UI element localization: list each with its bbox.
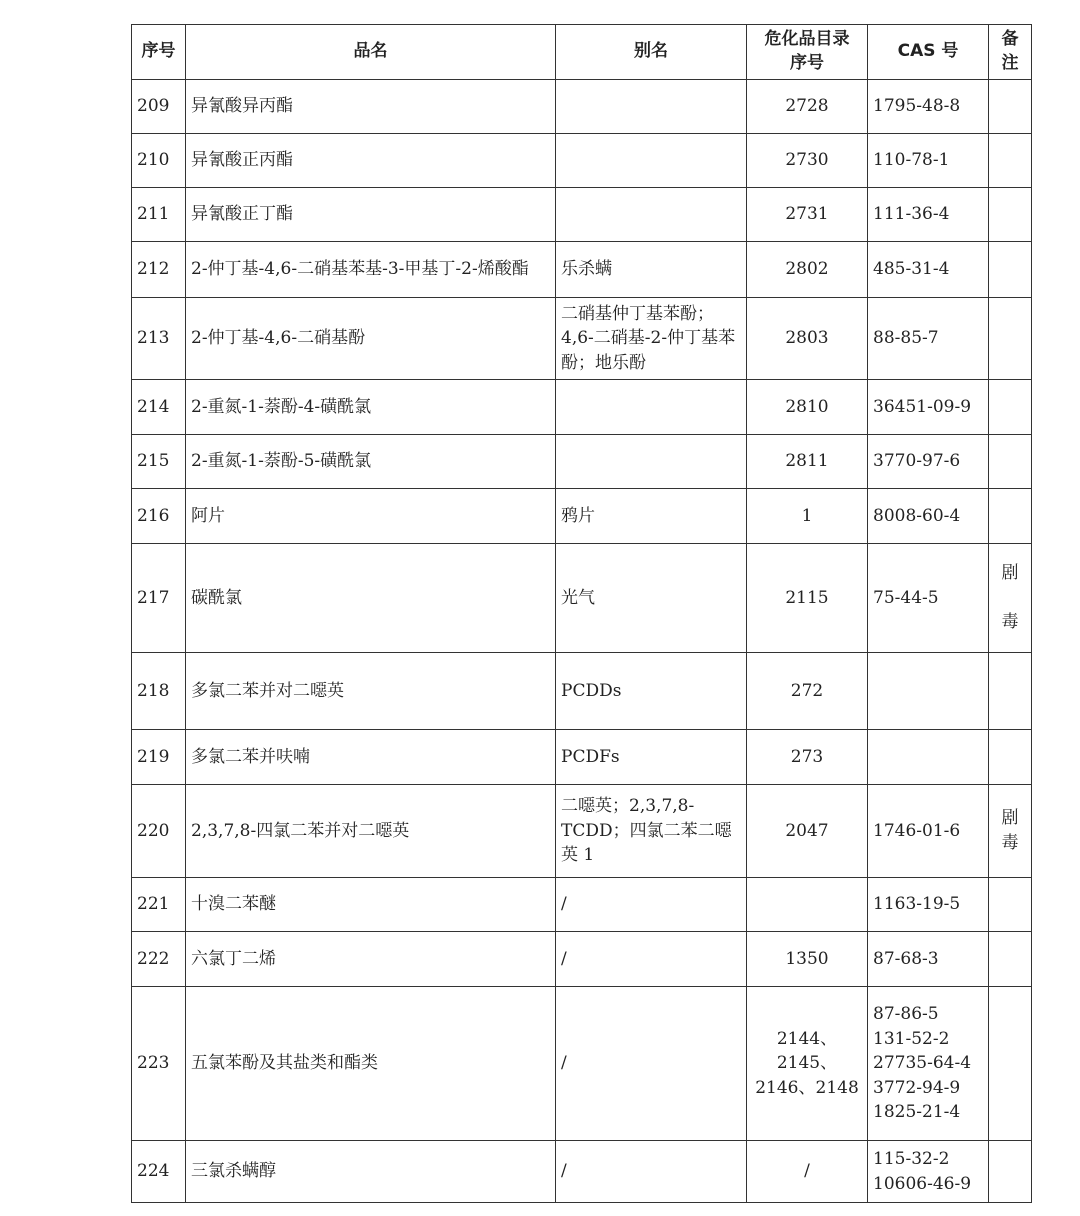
cell-seq: 222 bbox=[132, 932, 186, 987]
cell-seq: 212 bbox=[132, 242, 186, 298]
cell-note bbox=[989, 489, 1032, 544]
table-row bbox=[132, 435, 1032, 489]
cell-catalog: 2728 bbox=[747, 80, 868, 134]
cell-name: 阿片 bbox=[186, 489, 556, 544]
cell-cas bbox=[868, 878, 989, 932]
cell-note bbox=[989, 987, 1032, 1141]
cell-catalog: 2803 bbox=[747, 298, 868, 380]
table-row bbox=[132, 785, 1032, 878]
cell-note bbox=[989, 80, 1032, 134]
cell-alias: / bbox=[556, 1141, 747, 1203]
table-row bbox=[132, 878, 1032, 932]
cas-number: 10606-46-9 bbox=[873, 1173, 972, 1194]
cas-number: 36451-09-9 bbox=[873, 396, 972, 417]
cell-seq: 224 bbox=[132, 1141, 186, 1203]
cas-number: 87-86-5 bbox=[873, 1003, 939, 1024]
cell-note bbox=[989, 380, 1032, 435]
table-body bbox=[132, 80, 1032, 1203]
cas-number: 111-36-4 bbox=[873, 204, 950, 225]
cas-number: 1163-19-5 bbox=[873, 894, 961, 915]
cell-name: 十溴二苯醚 bbox=[186, 878, 556, 932]
header-note-line-2: 注 bbox=[1001, 53, 1019, 73]
table-row bbox=[132, 242, 1032, 298]
cell-note bbox=[989, 188, 1032, 242]
cas-number: 110-78-1 bbox=[873, 150, 950, 171]
cas-number: 87-68-3 bbox=[873, 948, 939, 969]
cell-catalog: 2144、2145、2146、2148 bbox=[747, 987, 868, 1141]
cell-seq: 216 bbox=[132, 489, 186, 544]
cell-name: 多氯二苯并呋喃 bbox=[186, 730, 556, 785]
cell-note bbox=[989, 134, 1032, 188]
cell-alias: PCDFs bbox=[556, 730, 747, 785]
cell-alias: 光气 bbox=[556, 544, 747, 653]
cell-seq: 211 bbox=[132, 188, 186, 242]
cell-catalog: 2730 bbox=[747, 134, 868, 188]
table-row bbox=[132, 80, 1032, 134]
table-row bbox=[132, 653, 1032, 730]
header-seq: 序号 bbox=[132, 25, 186, 80]
cas-number: 3770-97-6 bbox=[873, 451, 961, 472]
cell-seq: 219 bbox=[132, 730, 186, 785]
cell-alias: / bbox=[556, 932, 747, 987]
cell-cas bbox=[868, 932, 989, 987]
cell-catalog: 2802 bbox=[747, 242, 868, 298]
cell-alias: 鸦片 bbox=[556, 489, 747, 544]
cell-catalog: 2047 bbox=[747, 785, 868, 878]
cell-alias bbox=[556, 435, 747, 489]
cell-catalog: 2811 bbox=[747, 435, 868, 489]
cell-cas bbox=[868, 435, 989, 489]
cell-catalog: 1350 bbox=[747, 932, 868, 987]
table-row bbox=[132, 730, 1032, 785]
cell-alias: 乐杀螨 bbox=[556, 242, 747, 298]
header-catalog bbox=[747, 25, 868, 80]
table-row bbox=[132, 1141, 1032, 1203]
chemical-list-table bbox=[131, 24, 1032, 1203]
cell-alias bbox=[556, 188, 747, 242]
cell-name: 2-重氮-1-萘酚-4-磺酰氯 bbox=[186, 380, 556, 435]
cell-note: 剧毒 bbox=[989, 544, 1032, 653]
cell-note bbox=[989, 435, 1032, 489]
header-note bbox=[989, 25, 1032, 80]
cell-cas bbox=[868, 298, 989, 380]
cell-name: 2-仲丁基-4,6-二硝基酚 bbox=[186, 298, 556, 380]
cell-seq: 221 bbox=[132, 878, 186, 932]
cas-number: 75-44-5 bbox=[873, 587, 939, 608]
header-name: 品名 bbox=[186, 25, 556, 80]
cell-alias: PCDDs bbox=[556, 653, 747, 730]
cell-note bbox=[989, 932, 1032, 987]
cell-cas bbox=[868, 80, 989, 134]
cell-seq: 209 bbox=[132, 80, 186, 134]
cell-name: 异氰酸正丁酯 bbox=[186, 188, 556, 242]
cell-catalog: 273 bbox=[747, 730, 868, 785]
cell-note bbox=[989, 878, 1032, 932]
table-row bbox=[132, 544, 1032, 653]
cell-cas bbox=[868, 134, 989, 188]
header-catalog-line-1: 危化品目录 bbox=[764, 29, 850, 50]
cas-number: 3772-94-9 bbox=[873, 1077, 961, 1098]
cell-cas bbox=[868, 544, 989, 653]
cell-catalog: / bbox=[747, 1141, 868, 1203]
cas-number: 485-31-4 bbox=[873, 259, 950, 280]
cell-catalog bbox=[747, 878, 868, 932]
cell-note bbox=[989, 1141, 1032, 1203]
cell-seq: 217 bbox=[132, 544, 186, 653]
table-row bbox=[132, 188, 1032, 242]
header-cas: CAS 号 bbox=[868, 25, 989, 80]
cell-cas bbox=[868, 785, 989, 878]
table-header-row bbox=[132, 25, 1032, 80]
cell-note: 剧毒 bbox=[989, 785, 1032, 878]
cell-catalog: 2731 bbox=[747, 188, 868, 242]
header-note-line-1: 备 bbox=[1001, 29, 1019, 50]
cell-cas bbox=[868, 242, 989, 298]
cell-note bbox=[989, 653, 1032, 730]
cell-seq: 223 bbox=[132, 987, 186, 1141]
cell-cas bbox=[868, 489, 989, 544]
cas-number: 1825-21-4 bbox=[873, 1102, 961, 1123]
cell-name: 碳酰氯 bbox=[186, 544, 556, 653]
cas-number: 115-32-2 bbox=[873, 1148, 950, 1169]
cas-number: 1746-01-6 bbox=[873, 820, 961, 841]
cell-seq: 218 bbox=[132, 653, 186, 730]
cell-name: 多氯二苯并对二噁英 bbox=[186, 653, 556, 730]
cell-name: 异氰酸正丙酯 bbox=[186, 134, 556, 188]
cell-name: 六氯丁二烯 bbox=[186, 932, 556, 987]
cell-cas bbox=[868, 987, 989, 1141]
cell-alias: 二噁英；2,3,7,8-TCDD；四氯二苯二噁英 1 bbox=[556, 785, 747, 878]
cell-seq: 215 bbox=[132, 435, 186, 489]
cell-name: 2,3,7,8-四氯二苯并对二噁英 bbox=[186, 785, 556, 878]
table-row bbox=[132, 298, 1032, 380]
table-row bbox=[132, 380, 1032, 435]
cas-number: 27735-64-4 bbox=[873, 1053, 972, 1074]
cell-alias: / bbox=[556, 878, 747, 932]
cell-catalog: 2810 bbox=[747, 380, 868, 435]
cas-number: 88-85-7 bbox=[873, 328, 939, 349]
cell-alias bbox=[556, 380, 747, 435]
cell-note bbox=[989, 730, 1032, 785]
cell-catalog: 1 bbox=[747, 489, 868, 544]
cell-alias: 二硝基仲丁基苯酚；4,6-二硝基-2-仲丁基苯酚；地乐酚 bbox=[556, 298, 747, 380]
cell-cas bbox=[868, 188, 989, 242]
cell-name: 2-重氮-1-萘酚-5-磺酰氯 bbox=[186, 435, 556, 489]
header-catalog-line-2: 序号 bbox=[790, 53, 824, 73]
cell-note bbox=[989, 298, 1032, 380]
cell-note bbox=[989, 242, 1032, 298]
table-row bbox=[132, 134, 1032, 188]
cell-seq: 214 bbox=[132, 380, 186, 435]
cell-name: 2-仲丁基-4,6-二硝基苯基-3-甲基丁-2-烯酸酯 bbox=[186, 242, 556, 298]
table-row bbox=[132, 987, 1032, 1141]
cell-name: 异氰酸异丙酯 bbox=[186, 80, 556, 134]
table-row bbox=[132, 932, 1032, 987]
cell-catalog: 272 bbox=[747, 653, 868, 730]
cell-seq: 220 bbox=[132, 785, 186, 878]
cell-seq: 213 bbox=[132, 298, 186, 380]
cell-name: 五氯苯酚及其盐类和酯类 bbox=[186, 987, 556, 1141]
cell-catalog: 2115 bbox=[747, 544, 868, 653]
cas-number: 131-52-2 bbox=[873, 1028, 950, 1049]
cell-cas bbox=[868, 1141, 989, 1203]
cell-name: 三氯杀螨醇 bbox=[186, 1141, 556, 1203]
cell-seq: 210 bbox=[132, 134, 186, 188]
cell-alias bbox=[556, 134, 747, 188]
cell-cas bbox=[868, 730, 989, 785]
cell-cas bbox=[868, 380, 989, 435]
header-alias: 别名 bbox=[556, 25, 747, 80]
cas-number: 1795-48-8 bbox=[873, 96, 961, 117]
cas-number: 8008-60-4 bbox=[873, 505, 961, 526]
cell-cas bbox=[868, 653, 989, 730]
cell-alias bbox=[556, 80, 747, 134]
table-row bbox=[132, 489, 1032, 544]
cell-alias: / bbox=[556, 987, 747, 1141]
